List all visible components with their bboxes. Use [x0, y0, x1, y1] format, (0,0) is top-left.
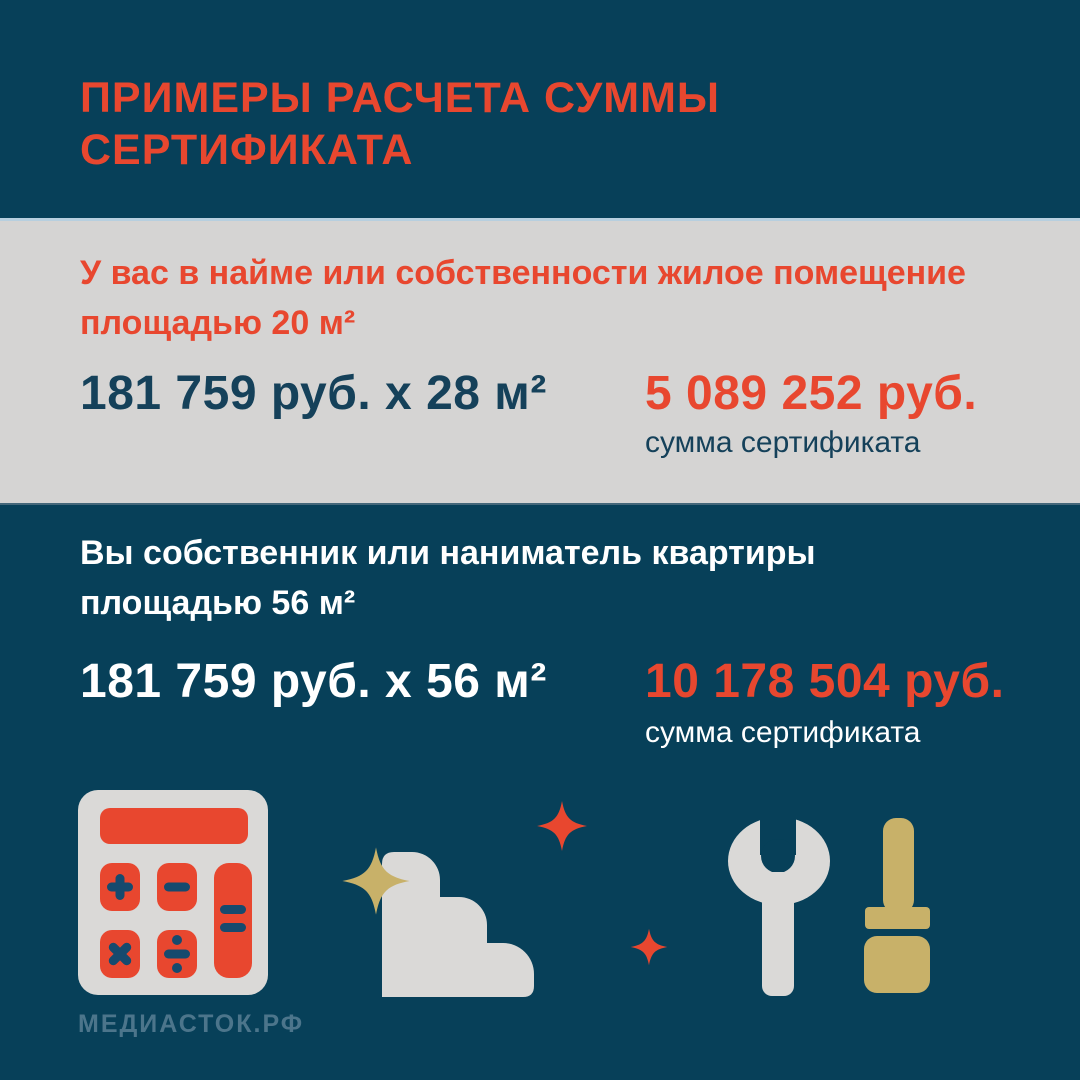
page-title-line1: ПРИМЕРЫ РАСЧЕТА СУММЫ	[80, 74, 721, 122]
example1-result: 5 089 252 руб.	[645, 367, 978, 420]
example2-heading-line2: площадью 56 м²	[80, 584, 356, 622]
example1-formula: 181 759 руб. x 28 м²	[80, 367, 547, 420]
sparkle-red-small-icon	[630, 928, 668, 966]
example1-result-label: сумма сертификата	[645, 426, 921, 459]
sparkle-gold-icon	[341, 846, 411, 916]
example2-heading	[80, 528, 1000, 628]
example1-heading-line2: площадью 20 м²	[80, 304, 356, 342]
page-title	[80, 72, 860, 176]
calculator-icon	[78, 790, 268, 995]
paintbrush-icon	[864, 818, 930, 994]
page-title-line2: СЕРТИФИКАТА	[80, 126, 414, 174]
example2-result-label: сумма сертификата	[645, 716, 921, 749]
example2-result: 10 178 504 руб.	[645, 655, 1005, 708]
watermark-text: МЕДИАСТОК.РФ	[78, 1010, 305, 1038]
example1-heading-line1: У вас в найме или собственности жилое помещение	[80, 254, 966, 292]
sparkle-red-large-icon	[536, 800, 588, 852]
example1-heading	[80, 248, 1000, 348]
example2-heading-line1: Вы собственник или наниматель квартиры	[80, 534, 816, 572]
wrench-icon	[727, 817, 831, 997]
example2-formula: 181 759 руб. x 56 м²	[80, 655, 547, 708]
